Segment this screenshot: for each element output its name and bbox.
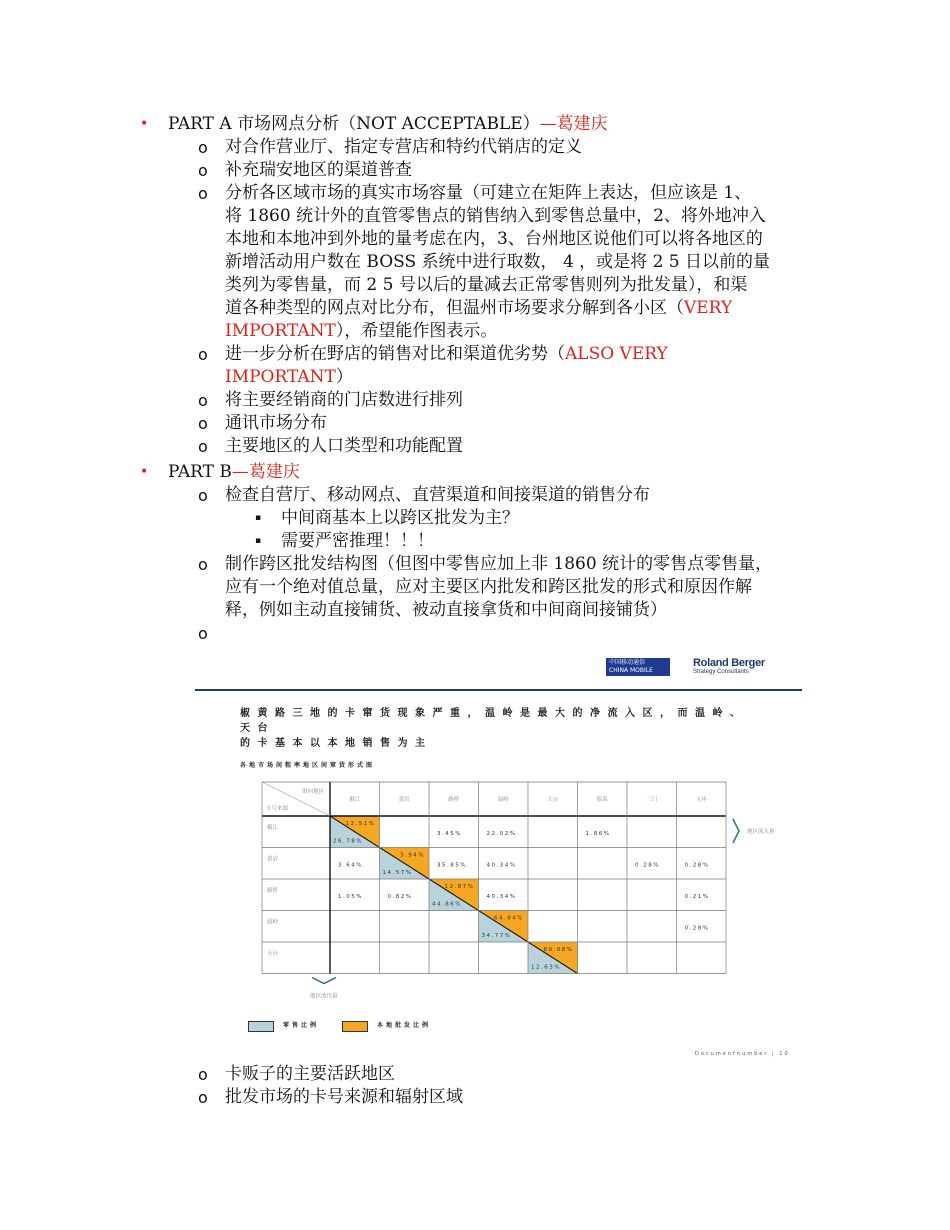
part-a-heading bbox=[168, 113, 608, 136]
cell-value: 1.05% bbox=[338, 893, 363, 900]
bullet-o: o bbox=[198, 414, 208, 433]
bullet-o: o bbox=[198, 624, 208, 643]
page-no: 10 bbox=[779, 1051, 790, 1057]
list-item: 主要地区的人口类型和功能配置 bbox=[225, 436, 463, 456]
retail-value: 14.57% bbox=[382, 870, 413, 876]
logo-text: Strategy Consultants bbox=[693, 669, 749, 675]
list-item: 补充瑞安地区的渠道普查 bbox=[225, 160, 412, 180]
retail-value: 12.63% bbox=[531, 964, 561, 971]
cell-value: 0.28% bbox=[635, 862, 660, 869]
slide-subtitle: 各地市场间粗率地区间窜货形式图 bbox=[240, 762, 376, 769]
cell-value: 0.28% bbox=[684, 925, 710, 932]
row-header: 天台 bbox=[267, 951, 279, 957]
text-line: 类列为零售量，而 2 5 号以后的量减去正常零售则列为批发量），和渠 bbox=[225, 275, 748, 295]
retail-value: 26.78% bbox=[333, 838, 363, 845]
bullet-o: o bbox=[198, 437, 208, 456]
text-run: ） bbox=[335, 367, 353, 387]
bullet-o: o bbox=[198, 345, 208, 364]
text-line: 制作跨区批发结构图（但图中零售应加上非 1860 统计的零售点零售量， bbox=[225, 554, 773, 574]
local-wholesale-value: 12.51% bbox=[345, 821, 376, 827]
legend-swatch-local bbox=[342, 1021, 368, 1032]
list-item: 卡贩子的主要活跃地区 bbox=[225, 1064, 395, 1084]
text-line: 释，例如主动直接铺货、被动直接拿货和中间商间接铺货） bbox=[225, 600, 667, 620]
sub-list-item: 需要严密推理！！！ bbox=[281, 531, 434, 551]
bullet-part-a: • bbox=[140, 116, 149, 132]
slide-page-number: Documentnumber | 10 bbox=[695, 1051, 790, 1057]
text-line: 应有一个绝对值总量，应对主要区内批发和跨区批发的形式和原因作解 bbox=[225, 577, 752, 597]
bullet-o: o bbox=[198, 555, 208, 574]
cell-value: 40.34% bbox=[486, 862, 517, 869]
list-item-field-store bbox=[225, 343, 815, 389]
local-wholesale-value: 12.87% bbox=[444, 884, 475, 890]
text-run: 道各种类型的网点对比分布，但温州市场要求分解到各小区（ bbox=[225, 298, 684, 318]
list-item: 对合作营业厅、指定专营店和特约代销店的定义 bbox=[225, 137, 582, 157]
text-line bbox=[225, 366, 815, 389]
text-line: 将 1860 统计外的直管零售点的销售纳入到零售总量中，2、将外地冲入 bbox=[225, 206, 766, 226]
highlight-also-very: ALSO VERY bbox=[565, 344, 668, 364]
logo-text: 中国移动通信 bbox=[609, 659, 646, 666]
text-line: 分析各区域市场的真实市场容量（可建立在矩阵上表达，但应该是 1、 bbox=[225, 183, 752, 203]
part-b-heading bbox=[168, 461, 300, 484]
column-header: 路桥 bbox=[448, 797, 460, 803]
bullet-part-b: • bbox=[140, 464, 149, 480]
cell-value: 35.85% bbox=[437, 862, 467, 869]
row-header: 椒江 bbox=[267, 825, 279, 831]
legend-retail: 零售比例 bbox=[283, 1022, 320, 1029]
column-header: 三门 bbox=[646, 797, 658, 803]
outflow-chevron bbox=[312, 978, 336, 984]
logo-text: CHINA MOBILE bbox=[609, 667, 653, 674]
local-wholesale-value: 64.94% bbox=[494, 915, 524, 922]
list-item: 批发市场的卡号来源和辐射区域 bbox=[225, 1087, 463, 1107]
list-item: 将主要经销商的门店数进行排列 bbox=[225, 390, 463, 410]
column-header: 温岭 bbox=[497, 797, 509, 803]
text-line: 本地和本地冲到外地的量考虑在内，3、台州地区说他们可以将各地区的 bbox=[225, 229, 763, 249]
text-line bbox=[225, 297, 815, 320]
retail-value: 34.77% bbox=[481, 933, 512, 939]
text-run: 进一步分析在野店的销售对比和渠道优劣势（ bbox=[225, 344, 565, 364]
retail-value: 44.86% bbox=[432, 901, 462, 908]
text-line: 新增活动用户数在 BOSS 系统中进行取数， 4 ，或是将 2 5 日以前的量 bbox=[225, 252, 771, 272]
row-header: 路桥 bbox=[267, 888, 279, 894]
headline-line: 椒黄路三地的卡窜货现象严重，温岭是最大的净流入区，而温岭、天台 bbox=[240, 708, 748, 734]
column-header: 玉环 bbox=[695, 797, 707, 803]
part-b-title: PART B bbox=[168, 462, 232, 482]
list-item-cross-region bbox=[225, 553, 815, 622]
legend-swatch-retail bbox=[248, 1021, 274, 1032]
logo-text: Roland Berger bbox=[693, 657, 765, 669]
bullet-o: o bbox=[198, 1065, 208, 1084]
cell-value: 22.02% bbox=[486, 830, 517, 837]
wholesale-matrix bbox=[195, 650, 805, 1010]
bullet-o: o bbox=[198, 138, 208, 157]
legend-local: 本地批发比例 bbox=[377, 1022, 432, 1029]
part-a-owner: —葛建庆 bbox=[539, 114, 608, 134]
local-wholesale-value: 89.08% bbox=[543, 947, 574, 953]
headline-line: 的卡基本以本地销售为主 bbox=[240, 738, 433, 749]
cell-value: 3.64% bbox=[338, 862, 363, 869]
bullet-square: ▪ bbox=[255, 513, 262, 523]
outflow-label: 地区流出量 bbox=[310, 993, 338, 1000]
text-run: ），希望能作图表示。 bbox=[335, 321, 498, 341]
bullet-o: o bbox=[198, 391, 208, 410]
bullet-o: o bbox=[198, 161, 208, 180]
local-wholesale-value: 3.94% bbox=[400, 852, 425, 859]
bullet-o: o bbox=[198, 184, 208, 203]
text-line bbox=[225, 343, 815, 366]
corner-label-top: 窜向地区 bbox=[301, 789, 324, 795]
cell-value: 0.82% bbox=[387, 893, 413, 900]
column-header: 临海 bbox=[596, 797, 608, 803]
column-header: 椒江 bbox=[349, 797, 361, 803]
column-header: 天台 bbox=[547, 797, 559, 803]
list-item: 通讯市场分布 bbox=[225, 413, 327, 433]
corner-label-bottom: 卡号来源 bbox=[266, 806, 289, 812]
cell-value: 40.34% bbox=[486, 893, 517, 900]
list-item: 检查自营厅、移动网点、直营渠道和间接渠道的销售分布 bbox=[225, 485, 650, 505]
column-header: 黄岩 bbox=[398, 797, 410, 803]
cell-value: 0.21% bbox=[684, 893, 710, 900]
highlight-important: IMPORTANT bbox=[225, 367, 336, 387]
row-header: 黄岩 bbox=[267, 856, 279, 863]
embedded-slide bbox=[195, 650, 805, 1070]
part-b-owner: —葛建庆 bbox=[231, 462, 300, 482]
bullet-square: ▪ bbox=[255, 536, 262, 546]
cell-value: 3.45% bbox=[437, 830, 462, 837]
text-line bbox=[225, 320, 815, 343]
list-item-market-capacity bbox=[225, 182, 815, 343]
bullet-o: o bbox=[198, 486, 208, 505]
inflow-label: 地区流入量 bbox=[747, 829, 775, 835]
bullet-o: o bbox=[198, 1088, 208, 1107]
cell-value: 0.28% bbox=[684, 862, 710, 869]
cell-value: 1.86% bbox=[585, 830, 611, 837]
row-header: 温岭 bbox=[267, 919, 279, 926]
page-label: Documentnumber bbox=[695, 1051, 769, 1057]
highlight-important: IMPORTANT bbox=[225, 321, 336, 341]
sub-list-item: 中间商基本上以跨区批发为主？ bbox=[281, 508, 519, 528]
inflow-chevron bbox=[733, 819, 739, 843]
part-a-title: PART A 市场网点分析（NOT ACCEPTABLE） bbox=[168, 114, 540, 134]
highlight-very: VERY bbox=[684, 298, 733, 318]
